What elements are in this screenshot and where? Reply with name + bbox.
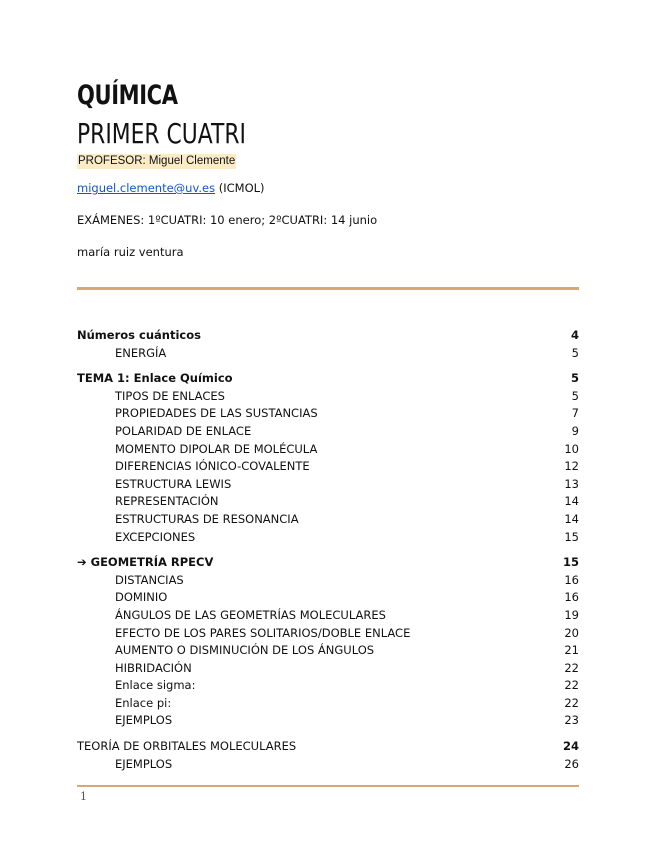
toc-entry-page: 20: [564, 625, 579, 640]
toc-entry-label: ➔ GEOMETRÍA RPECV: [77, 555, 214, 570]
toc-entry[interactable]: [77, 756, 579, 774]
toc-entry-page: 12: [564, 459, 579, 474]
toc-entry-label: ESTRUCTURAS DE RESONANCIA: [115, 511, 299, 526]
toc-entry[interactable]: [77, 712, 579, 730]
email-link[interactable]: miguel.clemente@uv.es: [77, 181, 216, 195]
toc-entry[interactable]: [77, 388, 579, 406]
toc-entry[interactable]: [77, 589, 579, 607]
toc-entry[interactable]: [77, 458, 579, 476]
toc-entry-label: EJEMPLOS: [115, 713, 173, 728]
toc-entry-label: HIBRIDACIÓN: [115, 660, 192, 675]
toc-entry-label: Enlace sigma:: [115, 678, 196, 693]
email-affiliation: (ICMOL): [215, 181, 265, 195]
toc-entry[interactable]: [77, 423, 579, 441]
toc-entry-label: Números cuánticos: [77, 328, 201, 342]
exams-line: EXÁMENES: 1ºCUATRI: 10 enero; 2ºCUATRI: 14 junio: [77, 213, 378, 227]
toc-entry-page: 22: [564, 678, 579, 693]
toc-entry-label: ESTRUCTURA LEWIS: [115, 476, 232, 491]
toc-entry[interactable]: [77, 476, 579, 494]
toc-entry-page: 16: [564, 572, 579, 587]
toc-entry-label: DISTANCIAS: [115, 572, 184, 587]
professor-line: PROFESOR: Miguel Clemente: [78, 155, 236, 167]
toc-entry[interactable]: [77, 572, 579, 590]
toc-entry-label: REPRESENTACIÓN: [115, 494, 219, 509]
document-title: QUÍMICA: [77, 80, 178, 111]
toc-entry-page: 5: [570, 371, 579, 386]
toc-entry-label: POLARIDAD DE ENLACE: [115, 423, 252, 438]
toc-entry[interactable]: [77, 607, 579, 625]
toc-entry[interactable]: [77, 345, 579, 363]
toc-entry-page: 24: [562, 739, 579, 754]
toc-entry[interactable]: [77, 493, 579, 511]
footer-divider: [77, 785, 579, 787]
toc-entry-page: 16: [564, 590, 579, 605]
toc-entry-page: 14: [564, 511, 579, 526]
toc-entry-page: 19: [564, 607, 579, 622]
toc-entry-page: 22: [564, 695, 579, 710]
toc-entry[interactable]: [77, 511, 579, 529]
toc-entry-label: DOMINIO: [115, 590, 168, 605]
toc-entry-page: 22: [564, 660, 579, 675]
toc-entry[interactable]: [77, 529, 579, 547]
toc-entry-page: 7: [571, 406, 579, 421]
toc-entry-page: 15: [562, 555, 579, 570]
toc-entry-page: 4: [570, 328, 579, 342]
email-line: [77, 181, 265, 196]
toc-entry-page: 5: [571, 345, 579, 360]
toc-entry-page: 21: [564, 643, 579, 658]
toc-entry[interactable]: [77, 554, 579, 572]
toc-entry-label: AUMENTO O DISMINUCIÓN DE LOS ÁNGULOS: [115, 643, 375, 658]
toc-entry-page: 9: [571, 423, 579, 438]
toc-entry-page: 13: [564, 476, 579, 491]
toc-entry-label: ÁNGULOS DE LAS GEOMETRÍAS MOLECULARES: [115, 607, 386, 622]
toc-entry[interactable]: [77, 642, 579, 660]
header-divider: [77, 287, 579, 290]
toc-entry-label: TIPOS DE ENLACES: [115, 388, 225, 403]
document-subtitle: PRIMER CUATRI: [77, 117, 246, 150]
toc-entry[interactable]: [77, 738, 579, 756]
toc-entry-page: 14: [564, 494, 579, 509]
toc-entry-page: 5: [571, 388, 579, 403]
toc-entry[interactable]: [77, 695, 579, 713]
toc-entry-page: 26: [564, 756, 579, 771]
toc-entry-label: EFECTO DE LOS PARES SOLITARIOS/DOBLE ENLACE: [115, 625, 411, 640]
toc-entry-label: TEMA 1: Enlace Químico: [77, 371, 233, 386]
toc-entry-label: DIFERENCIAS IÓNICO-COVALENTE: [115, 459, 310, 474]
toc-entry-label: TEORÍA DE ORBITALES MOLECULARES: [77, 739, 297, 754]
toc-entry-label: Enlace pi:: [115, 695, 172, 710]
toc-entry-label: ENERGÍA: [115, 345, 167, 360]
toc-entry[interactable]: [77, 370, 579, 388]
table-of-contents: [77, 327, 579, 773]
toc-entry[interactable]: [77, 677, 579, 695]
toc-entry[interactable]: [77, 660, 579, 678]
toc-entry-label: PROPIEDADES DE LAS SUSTANCIAS: [115, 406, 318, 421]
toc-entry[interactable]: [77, 441, 579, 459]
author-line: maría ruiz ventura: [77, 245, 184, 259]
toc-entry-label: EXCEPCIONES: [115, 529, 196, 544]
toc-entry-label: EJEMPLOS: [115, 756, 173, 771]
toc-entry-page: 15: [564, 529, 579, 544]
toc-entry-label: MOMENTO DIPOLAR DE MOLÉCULA: [115, 441, 318, 456]
toc-entry[interactable]: [77, 405, 579, 423]
toc-entry[interactable]: [77, 625, 579, 643]
page-number: 1: [80, 790, 87, 803]
toc-entry-page: 23: [564, 713, 579, 728]
toc-entry[interactable]: [77, 327, 579, 345]
toc-entry-page: 10: [564, 441, 579, 456]
